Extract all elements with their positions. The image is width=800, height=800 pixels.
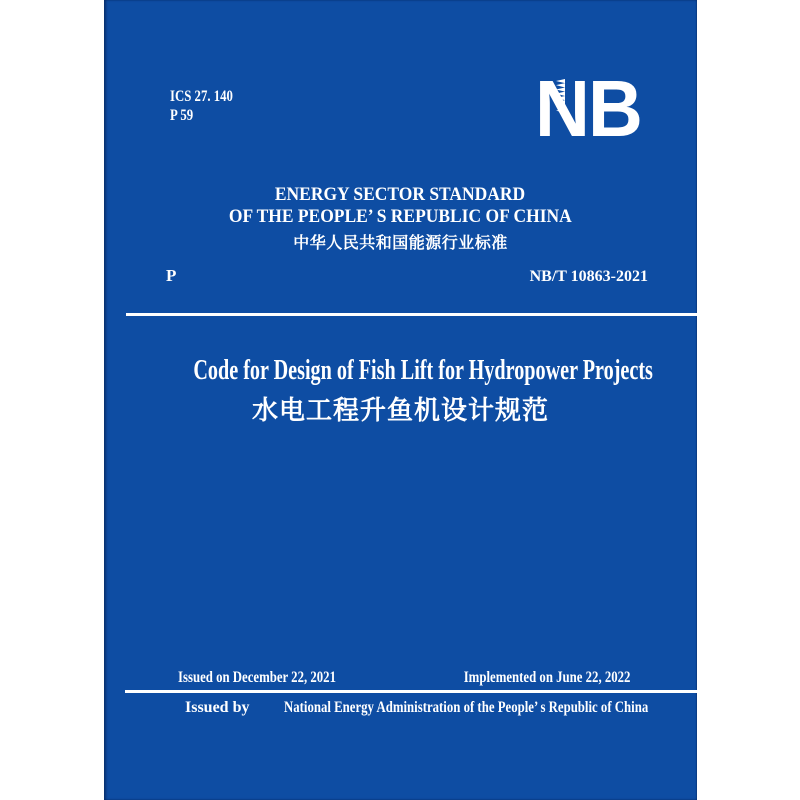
ics-classification-block — [170, 87, 249, 125]
implemented-date: Implemented on June 22, 2022 — [463, 669, 630, 686]
standard-name-en-line2: OF THE PEOPLE’ S REPUBLIC OF CHINA — [229, 206, 572, 227]
title-english: Code for Design of Fish Lift for Hydropower Projects — [193, 355, 653, 386]
issued-by-org: National Energy Administration of the People’ s Republic of China — [284, 699, 649, 716]
ics-code: ICS 27. 140 — [170, 88, 233, 105]
nb-logo: NB — [535, 64, 641, 153]
issuer-row — [185, 698, 740, 718]
dates-row — [178, 668, 630, 688]
class-mark: P — [166, 266, 177, 285]
title-english-wrap — [104, 354, 697, 388]
issued-date: Issued on December 22, 2021 — [178, 669, 336, 686]
standard-name-en-line1: ENERGY SECTOR STANDARD — [275, 184, 526, 205]
standard-cover-page — [104, 0, 697, 800]
top-divider — [126, 313, 697, 316]
title-chinese: 水电工程升鱼机设计规范 — [251, 396, 549, 425]
bottom-divider — [125, 690, 697, 693]
standard-number: NB/T 10863-2021 — [529, 268, 648, 285]
standard-name-block — [104, 184, 697, 254]
standard-name-cn: 中华人民共和国能源行业标准 — [293, 235, 508, 252]
class-and-number-row — [166, 266, 648, 287]
doc-class-code: P 59 — [170, 107, 194, 124]
issued-by-label: Issued by — [185, 699, 250, 716]
